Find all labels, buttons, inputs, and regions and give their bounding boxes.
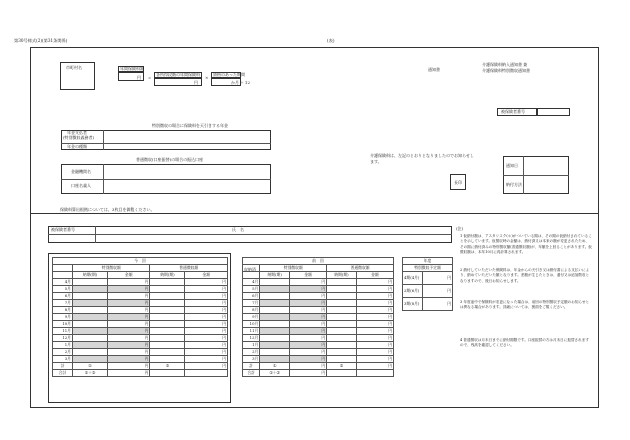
table-cell: 円 [356,293,393,300]
current-due-month: 納期(期) [72,272,107,279]
table-cell: 円 [185,363,228,370]
table-cell [260,300,290,307]
table-cell: 円 [290,328,327,335]
table-cell [150,314,185,321]
account-holder-label: 口座名義人 [71,183,91,188]
table-row [243,349,394,356]
table-cell [150,370,185,377]
form-title: 第30号様式(2)(第31条関係) [14,38,68,43]
table-cell: ② [327,363,357,370]
table-header-row [403,265,453,272]
table-row [243,300,394,307]
table-row [53,286,228,293]
table-cell [327,349,357,356]
table-cell: 円 [290,300,327,307]
table-cell: ① [260,363,290,370]
table-cell [185,370,228,377]
note-4: 4 普通徴収は月末日までに納付期限です。口座振替の方は月末日に振替されますので、残高を確認してください。 [460,338,589,348]
table-cell: 3月 [243,356,260,363]
table-cell: 4月 [243,279,260,286]
table-cell: 円 [107,286,149,293]
table-cell: 円 [423,272,453,285]
table-cell: 円 [185,342,228,349]
note-3: 3 年度途中で保険料が変更になった場合は、前回の特別徴収予定額のお知らせとは異なる場合があります。詳細については、裏面をご覧ください。 [460,300,590,310]
table-cell [72,335,107,342]
table-header-row [243,258,394,265]
table-cell: 円 [185,321,228,328]
table-cell: 円 [185,293,228,300]
table-cell: 円 [290,293,327,300]
table-cell [72,356,107,363]
table-cell: ①＋② [260,370,290,377]
table-cell: 9月 [53,314,73,321]
table-cell: 2月 [243,349,260,356]
table-cell: 円 [107,363,149,370]
table-cell [327,314,357,321]
table-cell: 円 [185,279,228,286]
table-cell [150,342,185,349]
table-cell: 8月 [243,307,260,314]
current-total-row [53,363,228,370]
basis-yen: 円 [194,80,198,85]
table-row [53,279,228,286]
table-cell: 円 [356,328,393,335]
table-cell [72,307,107,314]
table-cell: 円 [356,342,393,349]
table-cell: 3月 [53,356,73,363]
table-cell: 円 [185,328,228,335]
table-row [53,328,228,335]
table-cell: 円 [107,349,149,356]
section-divider [30,213,599,214]
table-cell: ② [150,363,185,370]
table-cell: 12月 [53,335,73,342]
table-cell: 円 [356,307,393,314]
table-row [403,285,453,298]
table-cell: 4月 [53,279,73,286]
table-cell [327,286,357,293]
table-cell: 2期(6月) [403,285,423,298]
table-cell [72,293,107,300]
table-cell: 円 [290,321,327,328]
table-cell: 円 [356,279,393,286]
table-cell [150,286,185,293]
table-row [243,279,394,286]
previous-grand-total-row [243,370,394,377]
table-row [53,349,228,356]
reference-label: 市町村名 [66,65,82,70]
table-cell: 6月 [53,293,73,300]
table-row [403,298,453,311]
table-cell [260,293,290,300]
table-row [53,335,228,342]
bank-title: 普通徴収(口座振替)の場合の振込口座 [136,157,204,162]
table-cell [327,328,357,335]
table-cell: 10月 [53,321,73,328]
table-cell: 7月 [243,300,260,307]
table-cell [327,370,357,377]
table-cell [53,272,73,279]
table-row [243,307,394,314]
table-cell: 11月 [243,328,260,335]
table-cell: 円 [356,356,393,363]
table-cell [72,286,107,293]
current-amount-header-2: 金額 [185,272,228,279]
current-amount-header: 金額 [107,272,149,279]
table-row [243,328,394,335]
table-row [53,293,228,300]
note-2: 2 納付していただいた保険料は、年金からの天引き又は納付書による支払いにより、納めていただいた額となります。差額が生じたときは、還付又は追加徴収となりますので、後日お知らせします。 [460,268,590,283]
current-special-label: 特別徴収額 [72,265,149,272]
table-cell: 4期(4月) [403,272,423,285]
previous-table [242,257,394,377]
table-cell: 納期(期) [260,272,290,279]
table-cell: 円 [290,307,327,314]
table-cell [243,265,260,272]
payment-method-label: 納付方法 [506,182,522,187]
table-cell [150,300,185,307]
table-cell: 合計 [243,370,260,377]
table-row [243,335,394,342]
notice-title-line2: 介護保険料特別徴収通知書 [482,68,530,73]
table-cell: 円 [107,314,149,321]
table-cell [327,300,357,307]
table-cell [327,356,357,363]
annual-premium-label: 年間保険料額 [120,66,144,71]
next-year-title: 年度 [403,258,453,265]
previous-title: 前 回 [243,258,394,265]
table-cell: 円 [107,293,149,300]
current-title: 今 回 [53,258,228,265]
lower-insured-row [48,234,452,235]
times-sign: × [205,75,209,80]
table-cell [260,321,290,328]
table-row [243,356,394,363]
table-cell [260,356,290,363]
table-cell: 12月 [243,335,260,342]
table-row [53,356,228,363]
table-cell [72,328,107,335]
table-cell [260,342,290,349]
table-cell: 円 [290,335,327,342]
previous-normal-label: 普通徴収額 [327,265,394,272]
table-cell: 円 [107,356,149,363]
table-cell: 円 [185,307,228,314]
table-cell: 10月 [243,321,260,328]
pension-type-label: 年金の種類 [67,144,87,149]
table-cell: 金額 [356,272,393,279]
table-cell: 円 [107,328,149,335]
table-cell [53,265,73,272]
table-row [53,321,228,328]
table-cell: 円 [185,314,228,321]
pension-row-line [61,143,271,144]
lower-name-label: 氏 名 [232,227,244,232]
table-cell: 計 [243,363,260,370]
table-cell [327,321,357,328]
table-cell: 円 [107,342,149,349]
table-cell: 円 [290,356,327,363]
table-cell: 金額 [290,272,327,279]
table-cell [150,293,185,300]
table-cell: 納期(期) [327,272,357,279]
table-cell: 1月 [243,342,260,349]
current-due-month-2: 納期(期) [150,272,185,279]
notice-addr: 通知書 [428,67,440,72]
table-row [243,314,394,321]
table-cell: 1月 [53,342,73,349]
table-cell: 6月 [243,293,260,300]
table-cell: 円 [356,314,393,321]
next-year-special-label: 特別徴収予定額 [403,265,453,272]
table-header-row [53,258,228,265]
insured-number-field [537,108,570,116]
pension-payer-sub-label: (特別徴収義務者) [63,135,95,140]
table-cell [150,356,185,363]
table-cell: 7月 [53,300,73,307]
insured-number-label: 被保険者番号 [501,109,525,114]
months-unit: か月 ÷ 12 [231,80,250,85]
table-cell [150,321,185,328]
table-cell: 9月 [243,314,260,321]
table-cell: 2月 [53,349,73,356]
table-cell: 円 [107,370,149,377]
table-cell [72,342,107,349]
table-cell [150,349,185,356]
table-cell [260,314,290,321]
table-row [53,342,228,349]
table-cell: 円 [290,342,327,349]
table-cell [150,307,185,314]
table-cell [72,349,107,356]
bank-row-line [61,179,271,180]
pension-payer-label: 年金支払者 [67,130,87,135]
table-cell [72,321,107,328]
table-cell: 円 [290,314,327,321]
table-cell: 円 [356,349,393,356]
table-cell: 3期(8月) [403,298,423,311]
table-cell [327,307,357,314]
notice-title-line1: 介護保険料納入通知書 兼 [482,62,528,67]
table-cell [72,314,107,321]
table-cell [72,300,107,307]
table-row [403,272,453,285]
lower-insured-number-label: 被保険者番号 [51,227,75,232]
months-label: 資格のあった期間 [213,72,245,77]
table-row [243,321,394,328]
basis-label: 各所得段階の年間保険料 [156,72,200,77]
table-cell: 円 [185,335,228,342]
pension-table [61,130,271,150]
next-year-table [402,257,453,311]
current-grand-total-row [53,370,228,377]
table-header-row [403,258,453,265]
sheet-label: (表) [327,38,335,43]
table-row [243,286,394,293]
table-header-row [53,272,228,279]
message-line1: 介護保険料は、左記のとおりとなりましたのでお知らせし [370,153,474,158]
table-cell [150,328,185,335]
table-cell [260,279,290,286]
table-cell [327,279,357,286]
previous-special-label: 特別徴収額 [260,265,327,272]
table-cell: ①＋② [72,370,107,377]
received-label: 収納済 [244,267,256,272]
annual-premium-yen: 円 [137,75,141,80]
table-cell: 円 [185,300,228,307]
calc-note: 保険料算出根拠については、3枚目を御覧ください。 [60,207,155,212]
current-normal-label: 普通徴収額 [150,265,228,272]
equals-sign: = [148,75,152,80]
table-cell: 円 [290,370,327,377]
table-cell [356,370,393,377]
pension-title: 特別徴収の場合に保険料を天引きする年金 [152,123,228,128]
table-header-row [243,272,394,279]
bank-name-label: 金融機関名 [71,169,91,174]
table-cell [260,328,290,335]
table-cell: 円 [185,286,228,293]
seal-label: 長印 [454,180,462,185]
note-1: 1 仮納付額は、アスタリスク(＊)がついている期は、その期の仮納付されていることを示しています。仮徴収時の金額は、納付済又は本来の額が変更されたため、その期に納付済みの特別徴収額(普通徴収額)が、年額を上回ることがあります。仮徴収額は、本年10月に再計算されます。 [460,234,592,255]
table-cell: 円 [107,300,149,307]
table-cell: 円 [290,363,327,370]
table-cell [260,335,290,342]
notes-title: (注) [456,226,464,231]
pension-col-line [103,130,104,150]
table-cell [150,279,185,286]
table-cell [260,307,290,314]
table-cell: 円 [290,279,327,286]
table-cell: 円 [107,279,149,286]
table-cell [327,335,357,342]
table-row [243,293,394,300]
table-row [243,342,394,349]
table-row [53,307,228,314]
table-cell: 5月 [53,286,73,293]
table-cell: 円 [423,285,453,298]
table-cell: 5月 [243,286,260,293]
table-cell [243,272,260,279]
table-cell: 円 [356,286,393,293]
table-header-row [243,265,394,272]
table-header-row [53,265,228,272]
table-cell: 円 [356,321,393,328]
table-row [53,300,228,307]
table-cell: 合計 [53,370,73,377]
table-cell: 円 [423,298,453,311]
table-cell: 円 [290,349,327,356]
table-cell: ① [72,363,107,370]
table-cell [260,349,290,356]
current-table [52,257,228,377]
table-cell: 8月 [53,307,73,314]
table-cell: 11月 [53,328,73,335]
table-cell [150,335,185,342]
table-cell [327,293,357,300]
table-cell: 円 [356,363,393,370]
table-cell: 円 [107,321,149,328]
table-cell: 円 [356,300,393,307]
table-cell: 円 [290,286,327,293]
table-cell: 円 [185,356,228,363]
table-cell [327,342,357,349]
table-cell: 円 [107,307,149,314]
table-cell [260,286,290,293]
message-line2: ます。 [370,159,382,164]
table-cell: 円 [185,349,228,356]
notice-date-label: 通知日 [506,163,518,168]
table-cell: 円 [107,335,149,342]
table-cell [72,279,107,286]
table-row [53,314,228,321]
table-cell: 計 [53,363,73,370]
table-cell: 円 [356,335,393,342]
previous-total-row [243,363,394,370]
date-row-line [503,175,569,176]
